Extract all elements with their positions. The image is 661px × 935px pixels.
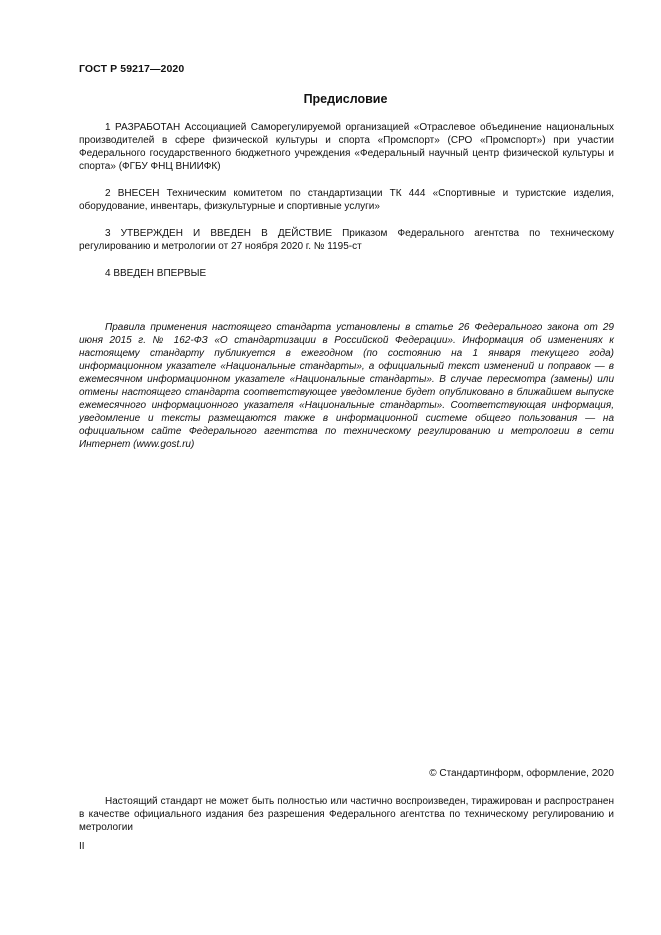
page-number: II <box>79 841 85 852</box>
standard-id-header: ГОСТ Р 59217—2020 <box>79 63 185 75</box>
foreword-item-developed: 1 РАЗРАБОТАН Ассоциацией Саморегулируемой организацией «Отраслевое объединение национальных производителей в сфере физической культуры и спорта «Промспорт» (СРО «Промспорт») при участии Федерального государственного бюджетного учреждения «Федеральный научный центр физической культуры и спорта» (ФГБУ ФНЦ ВНИИФК) <box>79 122 614 172</box>
foreword-item-introduced: 2 ВНЕСЕН Техническим комитетом по стандартизации ТК 444 «Спортивные и туристские изделия, оборудование, инвентарь, физкультурные и спортивные услуги» <box>79 188 614 212</box>
foreword-item-approved: 3 УТВЕРЖДЕН И ВВЕДЕН В ДЕЙСТВИЕ Приказом Федерального агентства по техническому регулированию и метрологии от 27 ноября 2020 г. № 1195-ст <box>79 228 614 252</box>
application-rules-note: Правила применения настоящего стандарта установлены в статье 26 Федерального закона от 29 июня 2015 г. № 162-ФЗ «О стандартизации в Российской Федерации». Информация об изменениях к настоящему стандарту публикуется в ежегодном (по состоянию на 1 января текущего года) информационном указателе «Национальные стандарты», а официальный текст изменений и поправок — в ежемесячном информационном указателе «Национальные стандарты». В случае пересмотра (замены) или отмены настоящего стандарта соответствующее уведомление будет опубликовано в ближайшем выпуске ежемесячного информационного указателя «Национальные стандарты». Соответствующая информация, уведомление и тексты размещаются также в информационной системе общего пользования — на официальном сайте Федерального агентства по техническому регулированию и метрологии в сети Интернет (www.gost.ru) <box>79 322 614 450</box>
foreword-item-first-introduced: 4 ВВЕДЕН ВПЕРВЫЕ <box>105 268 207 279</box>
reproduction-notice: Настоящий стандарт не может быть полностью или частично воспроизведен, тиражирован и распространен в качестве официального издания без разрешения Федерального агентства по техническому регулированию и метрологии <box>79 796 614 833</box>
page-title: Предисловие <box>303 92 388 106</box>
copyright-line: © Стандартинформ, оформление, 2020 <box>429 768 614 779</box>
